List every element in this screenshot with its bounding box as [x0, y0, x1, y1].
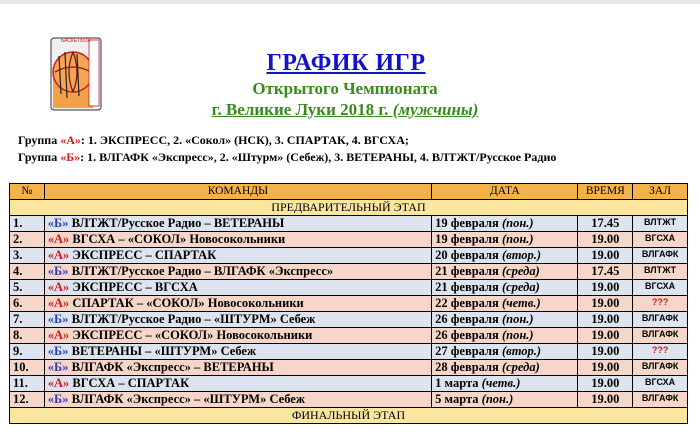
row-hall: ВЛГАФК: [633, 328, 688, 344]
page-subtitle: Открытого Чемпионата: [252, 79, 438, 98]
row-time: 19.00: [578, 360, 633, 376]
row-matchup: ВЛТЖТ/Русское Радио – «ШТУРМ» Себеж: [71, 312, 316, 326]
row-teams: [44, 280, 431, 296]
row-group: «Б»: [47, 344, 69, 358]
row-day: (втор.): [501, 344, 542, 358]
row-matchup: ВЛГАФК «Экспресс» – ВЕТЕРАНЫ: [71, 360, 274, 374]
row-date-cell: [432, 328, 578, 344]
row-number: 6.: [10, 296, 45, 312]
row-teams: [44, 216, 431, 232]
stage-prelim-label: ПРЕДВАРИТЕЛЬНЫЙ ЭТАП: [10, 200, 688, 216]
group-a-prefix: Группа: [18, 133, 61, 147]
row-group: «Б»: [47, 392, 69, 406]
row-time: 19.00: [578, 392, 633, 408]
row-teams: [44, 296, 431, 312]
row-date-cell: [432, 216, 578, 232]
row-hall: ВЛГАФК: [633, 248, 688, 264]
row-date: 22 февраля: [435, 296, 499, 310]
row-group: «А»: [47, 328, 70, 342]
stage-final-label: ФИНАЛЬНЫЙ ЭТАП: [10, 408, 688, 424]
table-row: [10, 264, 688, 280]
table-row: [10, 216, 688, 232]
row-teams: [44, 328, 431, 344]
row-group: «Б»: [47, 264, 69, 278]
col-header-num: №: [10, 184, 45, 200]
row-matchup: ВЛГАФК «Экспресс» – «ШТУРМ» Себеж: [71, 392, 305, 406]
row-number: 3.: [10, 248, 45, 264]
table-row: [10, 344, 688, 360]
row-number: 12.: [10, 392, 45, 408]
row-hall: ВЛТЖТ: [633, 216, 688, 232]
row-number: 1.: [10, 216, 45, 232]
group-a-line: [18, 133, 409, 148]
table-row: [10, 376, 688, 392]
logo-text: БАСКЕТБОЛ: [61, 38, 91, 44]
row-hall: ???: [633, 296, 688, 312]
row-matchup: ВЛТЖТ/Русское Радио – ВЕТЕРАНЫ: [71, 216, 285, 230]
row-matchup: ВЛТЖТ/Русское Радио – ВЛГАФК «Экспресс»: [71, 264, 334, 278]
table-row: [10, 392, 688, 408]
row-hall: ВЛТЖТ: [633, 264, 688, 280]
row-time: 17.45: [578, 264, 633, 280]
row-date-cell: [432, 312, 578, 328]
row-number: 4.: [10, 264, 45, 280]
row-day: (пон.): [501, 312, 534, 326]
row-day: (среда): [501, 264, 540, 278]
row-date: 26 февраля: [435, 312, 499, 326]
row-time: 19.00: [578, 312, 633, 328]
table-row: [10, 360, 688, 376]
group-b-label: «Б»: [60, 150, 81, 164]
row-date: 21 февраля: [435, 264, 499, 278]
city-year-line: [0, 100, 690, 120]
row-number: 8.: [10, 328, 45, 344]
row-number: 11.: [10, 376, 45, 392]
table-header-row: [10, 184, 688, 200]
city-year: г. Великие Луки 2018 г.: [211, 100, 389, 119]
top-border: [0, 0, 700, 4]
row-group: «А»: [47, 280, 70, 294]
row-group: «А»: [47, 296, 70, 310]
row-matchup: ЭКСПРЕСС – СПАРТАК: [72, 248, 217, 262]
row-teams: [44, 248, 431, 264]
row-number: 7.: [10, 312, 45, 328]
row-date-cell: [432, 248, 578, 264]
row-date-cell: [432, 264, 578, 280]
col-header-teams: КОМАНДЫ: [44, 184, 431, 200]
row-date-cell: [432, 296, 578, 312]
row-date-cell: [432, 360, 578, 376]
row-teams: [44, 232, 431, 248]
row-group: «Б»: [47, 312, 69, 326]
row-date: 27 февраля: [435, 344, 499, 358]
stage-row-final: [10, 408, 688, 424]
row-date: 19 февраля: [435, 232, 499, 246]
row-date: 19 февраля: [435, 216, 499, 230]
row-matchup: ВГСХА – СПАРТАК: [72, 376, 190, 390]
row-date: 20 февраля: [435, 248, 499, 262]
row-time: 19.00: [578, 280, 633, 296]
row-date: 5 марта: [435, 392, 479, 406]
row-date: 21 февраля: [435, 280, 499, 294]
table-row: [10, 312, 688, 328]
stage-row-prelim: [10, 200, 688, 216]
row-date: 1 марта: [435, 376, 479, 390]
row-group: «А»: [47, 376, 70, 390]
table-row: [10, 328, 688, 344]
group-a-teams: : 1. ЭКСПРЕСС, 2. «Сокол» (НСК), 3. СПАРТАК, 4. ВГСХА;: [80, 133, 409, 147]
row-teams: [44, 344, 431, 360]
row-group: «Б»: [47, 216, 69, 230]
row-day: (пон.): [501, 232, 534, 246]
row-time: 19.00: [578, 248, 633, 264]
group-b-teams: : 1. ВЛГАФК «Экспресс», 2. «Штурм» (Себеж), 3. ВЕТЕРАНЫ, 4. ВЛТЖТ/Русское Радио: [80, 150, 557, 164]
row-matchup: ЭКСПРЕСС – «СОКОЛ» Новосокольники: [72, 328, 313, 342]
group-b-prefix: Группа: [18, 150, 61, 164]
row-teams: [44, 312, 431, 328]
group-a-label: «А»: [60, 133, 81, 147]
row-day: (четв.): [501, 296, 541, 310]
row-matchup: ВГСХА – «СОКОЛ» Новосокольники: [72, 232, 286, 246]
row-time: 17.45: [578, 216, 633, 232]
row-matchup: ЭКСПРЕСС – ВГСХА: [72, 280, 198, 294]
row-date-cell: [432, 376, 578, 392]
row-group: «Б»: [47, 360, 69, 374]
row-time: 19.00: [578, 376, 633, 392]
table-row: [10, 296, 688, 312]
row-date-cell: [432, 392, 578, 408]
row-teams: [44, 376, 431, 392]
table-row: [10, 248, 688, 264]
col-header-date: ДАТА: [432, 184, 578, 200]
row-day: (среда): [501, 280, 540, 294]
row-matchup: СПАРТАК – «СОКОЛ» Новосокольники: [72, 296, 304, 310]
row-number: 10.: [10, 360, 45, 376]
table-row: [10, 280, 688, 296]
schedule-table: [9, 183, 688, 424]
row-date: 28 февраля: [435, 360, 499, 374]
row-teams: [44, 392, 431, 408]
row-day: (пон.): [481, 392, 514, 406]
row-date-cell: [432, 280, 578, 296]
row-date: 26 февраля: [435, 328, 499, 342]
row-number: 9.: [10, 344, 45, 360]
row-hall: ???: [633, 344, 688, 360]
row-hall: ВГСХА: [633, 376, 688, 392]
row-day: (пон.): [501, 328, 534, 342]
row-day: (пон.): [501, 216, 534, 230]
row-teams: [44, 360, 431, 376]
row-time: 19.00: [578, 344, 633, 360]
row-day: (четв.): [481, 376, 521, 390]
group-b-line: [18, 150, 556, 165]
col-header-time: ВРЕМЯ: [578, 184, 633, 200]
row-hall: ВГСХА: [633, 232, 688, 248]
row-day: (втор.): [501, 248, 542, 262]
row-matchup: ВЕТЕРАНЫ – «ШТУРМ» Себеж: [71, 344, 257, 358]
row-group: «А»: [47, 232, 70, 246]
row-hall: ВЛГАФК: [633, 360, 688, 376]
row-time: 19.00: [578, 232, 633, 248]
row-hall: ВЛГАФК: [633, 392, 688, 408]
row-number: 2.: [10, 232, 45, 248]
row-date-cell: [432, 232, 578, 248]
gender-label: (мужчины): [392, 100, 479, 119]
row-hall: ВГСХА: [633, 280, 688, 296]
row-day: (среда): [501, 360, 540, 374]
row-teams: [44, 264, 431, 280]
table-row: [10, 232, 688, 248]
row-number: 5.: [10, 280, 45, 296]
row-date-cell: [432, 344, 578, 360]
row-time: 19.00: [578, 328, 633, 344]
row-group: «А»: [47, 248, 70, 262]
col-header-hall: ЗАЛ: [633, 184, 688, 200]
row-hall: ВЛГАФК: [633, 312, 688, 328]
row-time: 19.00: [578, 296, 633, 312]
page-title: ГРАФИК ИГР: [266, 50, 426, 76]
